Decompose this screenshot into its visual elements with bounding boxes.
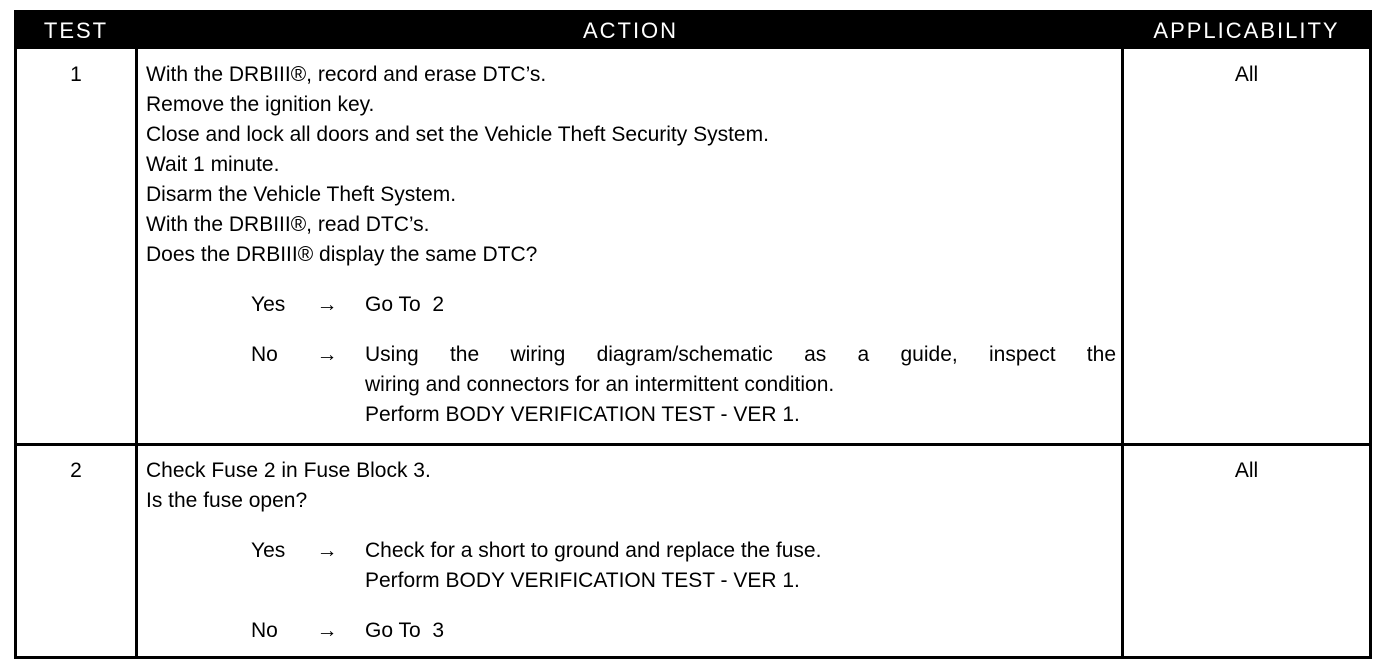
applicability-value: All xyxy=(1234,459,1259,482)
option-line: Go To 2 xyxy=(365,293,444,316)
action-cell xyxy=(146,60,1116,430)
option-label: Yes xyxy=(251,539,286,562)
option-label: Yes xyxy=(251,293,286,316)
header-test: TEST xyxy=(43,18,109,43)
option-line: Check for a short to ground and replace the fuse. xyxy=(365,539,822,562)
action-line: Wait 1 minute. xyxy=(146,153,280,176)
diagnostic-test-table xyxy=(14,10,1372,659)
test-number: 1 xyxy=(70,63,82,86)
option-line: Go To 3 xyxy=(365,619,444,642)
option-line: wiring and connectors for an intermittent condition. xyxy=(365,373,835,396)
option-text xyxy=(365,616,1116,646)
action-line: Check Fuse 2 in Fuse Block 3. xyxy=(146,459,431,482)
action-question: Does the DRBIII® display the same DTC? xyxy=(146,243,538,266)
action-line: Disarm the Vehicle Theft System. xyxy=(146,183,457,206)
action-question: Is the fuse open? xyxy=(146,489,308,512)
row-divider xyxy=(17,443,1369,446)
option-text xyxy=(365,536,1116,596)
column-divider-applicability xyxy=(1121,49,1124,659)
action-line: Remove the ignition key. xyxy=(146,93,375,116)
table-header xyxy=(17,13,1369,49)
option-label: No xyxy=(251,619,278,642)
arrow-right-icon: → xyxy=(316,293,338,316)
option-yes xyxy=(146,290,1116,320)
header-applicability: APPLICABILITY xyxy=(1153,18,1340,43)
option-label: No xyxy=(251,343,278,366)
option-yes xyxy=(146,536,1116,596)
arrow-right-icon: → xyxy=(316,539,338,562)
action-line: With the DRBIII®, read DTC’s. xyxy=(146,213,430,236)
option-line: Perform BODY VERIFICATION TEST - VER 1. xyxy=(365,569,800,592)
action-cell xyxy=(146,456,1116,646)
option-line: Using the wiring diagram/schematic as a guide, inspect the xyxy=(365,343,1116,366)
header-action: ACTION xyxy=(582,18,679,43)
arrow-right-icon: → xyxy=(316,343,338,366)
action-line: With the DRBIII®, record and erase DTC’s. xyxy=(146,63,547,86)
applicability-value: All xyxy=(1234,63,1259,86)
column-divider-test xyxy=(135,49,138,659)
action-line: Close and lock all doors and set the Vehicle Theft Security System. xyxy=(146,123,769,146)
option-text xyxy=(365,340,1116,430)
option-no xyxy=(146,616,1116,646)
option-no xyxy=(146,340,1116,430)
arrow-right-icon: → xyxy=(316,619,338,642)
test-number: 2 xyxy=(70,459,82,482)
option-line: Perform BODY VERIFICATION TEST - VER 1. xyxy=(365,403,800,426)
option-text xyxy=(365,290,1116,320)
